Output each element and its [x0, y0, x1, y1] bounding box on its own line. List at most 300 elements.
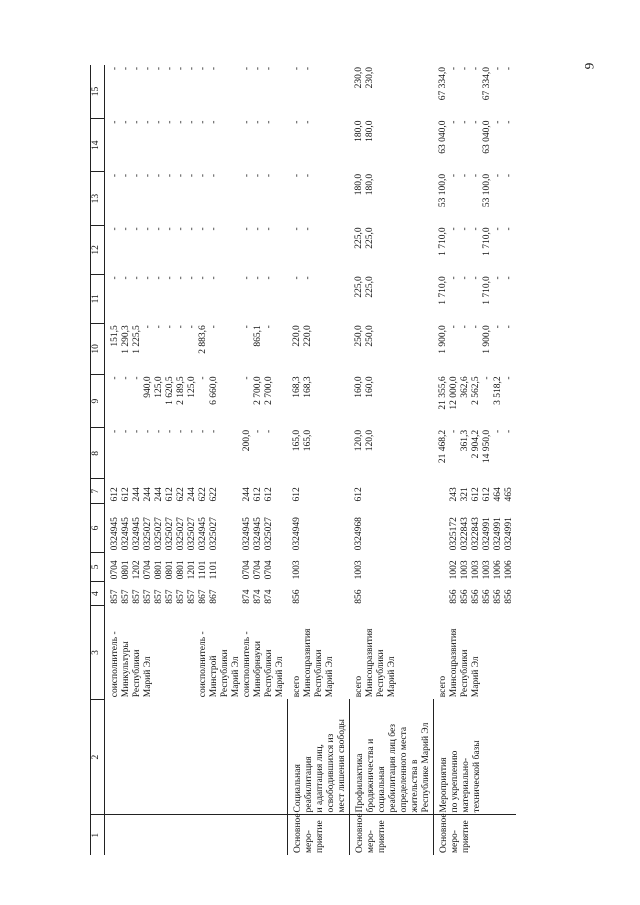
group-values — [292, 376, 336, 425]
table-cell-value: 612 — [165, 487, 175, 502]
table-cell-value: - — [504, 325, 514, 329]
table-cell-value: - — [209, 325, 219, 329]
table-cell-value: - — [303, 227, 313, 231]
table-cell-value: 0325027 — [187, 517, 197, 551]
value-column-cell — [287, 225, 349, 274]
group-values — [292, 583, 336, 603]
group-values — [438, 67, 515, 117]
group-values — [438, 227, 515, 272]
table-cell-value: - — [198, 227, 208, 231]
header-cell: 4 — [91, 581, 105, 605]
table-cell-value: - — [493, 67, 503, 71]
table-cell-value — [365, 554, 376, 579]
value-column-cell — [287, 119, 349, 172]
table-cell-value: - — [449, 325, 459, 329]
value-column-cell — [349, 581, 433, 605]
group-values — [110, 376, 198, 425]
table-cell-value: 612 — [471, 487, 481, 502]
table-cell-value: - — [449, 227, 459, 231]
event-name-cell: Мероприятия по укреплению материально- технической базы — [433, 699, 516, 815]
table-cell-value: - — [253, 227, 263, 231]
group-values — [292, 121, 336, 170]
table-cell-value: - — [264, 429, 274, 433]
section-row — [433, 65, 516, 855]
table-cell-value: 160,0 — [354, 376, 364, 398]
group-values — [438, 481, 515, 501]
group-values — [110, 583, 198, 603]
table-cell-value: 225,0 — [354, 227, 364, 249]
table-cell-value: - — [121, 429, 131, 433]
table-cell-value: - — [110, 227, 120, 231]
table-cell-value: - — [264, 173, 274, 178]
table-cell-value: 857 — [165, 589, 175, 604]
header-cell: 8 — [91, 428, 105, 479]
group-values — [198, 121, 242, 170]
table-cell-value: - — [198, 276, 208, 280]
table-cell-value: - — [121, 227, 131, 231]
table-cell-value: - — [449, 173, 459, 178]
group-values — [242, 121, 286, 170]
table-cell-value: 1 710,0 — [438, 227, 448, 256]
group-values — [198, 227, 242, 272]
value-column-cell — [287, 428, 349, 479]
table-body — [91, 65, 517, 855]
group-values — [438, 121, 515, 170]
group-values — [242, 554, 286, 579]
table-cell-value — [365, 583, 376, 603]
event-type-cell — [105, 815, 288, 855]
group-values — [242, 583, 286, 603]
value-column-cell — [105, 581, 288, 605]
table-cell-value: - — [209, 227, 219, 231]
value-column-cell — [433, 225, 516, 274]
table-cell-value: 1003 — [292, 560, 302, 580]
table-cell-value: 244 — [187, 487, 197, 502]
table-cell-value: 857 — [143, 589, 153, 604]
group-values — [292, 67, 336, 117]
group-values — [198, 174, 242, 223]
table-cell-value: - — [264, 67, 274, 71]
table-cell-value: 362,6 — [460, 376, 470, 398]
group-values — [354, 121, 398, 170]
group-values — [242, 376, 286, 425]
table-cell-value: 856 — [354, 589, 364, 604]
value-column-cell — [287, 479, 349, 503]
table-cell-value: - — [110, 429, 120, 433]
table-cell-value: - — [187, 325, 197, 329]
table-cell-value: - — [264, 276, 274, 280]
table-cell-value: 0324945 — [242, 517, 252, 551]
executor-text: соисполнитель - Минобрнауки Республики Марий Эл — [242, 631, 285, 698]
table-cell-value: 0324968 — [354, 517, 364, 551]
table-cell-value: - — [264, 227, 274, 231]
table-cell-value: - — [209, 173, 219, 178]
table-cell-value: - — [187, 429, 197, 433]
value-column-cell — [287, 274, 349, 323]
table-cell-value: 865,1 — [253, 325, 263, 347]
table-cell-value: 67 334,0 — [438, 67, 448, 101]
value-column-cell — [433, 479, 516, 503]
table-cell-value: - — [504, 120, 514, 124]
table-cell-value: 612 — [482, 487, 492, 502]
table-cell-value: - — [242, 276, 252, 280]
value-column-cell — [287, 65, 349, 119]
event-type-cell: Основное меро- приятие — [349, 815, 433, 855]
group-values — [242, 174, 286, 223]
table-cell-value: 1 900,0 — [482, 325, 492, 354]
table-cell-value: - — [303, 67, 313, 71]
table-cell-value: 1003 — [471, 560, 481, 580]
table-cell-value: 244 — [143, 487, 153, 502]
group-values — [110, 430, 198, 477]
table-cell-value: - — [504, 376, 514, 380]
table-cell-value: 1003 — [460, 560, 470, 580]
table-cell-value: 856 — [460, 589, 470, 604]
table-cell-value: - — [110, 376, 120, 380]
table-cell-value: 612 — [292, 487, 302, 502]
header-cell: 14 — [91, 119, 105, 172]
group-values — [242, 67, 286, 117]
group-values — [110, 325, 198, 372]
value-column-cell — [349, 323, 433, 374]
table-cell-value: - — [165, 276, 175, 280]
table-cell-value: 0704 — [253, 560, 263, 580]
table-cell-value: 857 — [132, 589, 142, 604]
table-cell-value: - — [242, 376, 252, 380]
table-cell-value: - — [154, 429, 164, 433]
table-cell-value: 225,0 — [365, 276, 375, 298]
table-cell-value: 0801 — [154, 560, 164, 580]
table-cell-value: - — [292, 276, 302, 280]
group-values — [292, 276, 336, 321]
value-column-cell — [105, 323, 288, 374]
executor-cell — [433, 606, 516, 699]
table-cell-value: - — [132, 227, 142, 231]
table-cell-value — [365, 481, 376, 501]
value-column-cell — [433, 503, 516, 552]
table-cell-value: - — [143, 173, 153, 178]
table-cell-value: - — [264, 120, 274, 124]
group-values — [438, 430, 515, 477]
table-cell-value: 244 — [242, 487, 252, 502]
table-cell-value: - — [482, 376, 492, 380]
table-cell-value: 612 — [121, 487, 131, 502]
table-cell-value: - — [471, 120, 481, 124]
value-column-cell — [433, 119, 516, 172]
group-values — [292, 227, 336, 272]
table-cell-value: - — [165, 325, 175, 329]
table-cell-value: 120,0 — [365, 429, 375, 452]
group-values — [354, 227, 398, 272]
group-values — [198, 481, 242, 501]
table-cell-value: - — [493, 173, 503, 178]
table-cell-value: 180,0 — [365, 173, 375, 196]
header-cell: 10 — [91, 323, 105, 374]
table-cell-value: 225,0 — [354, 276, 364, 298]
header-row — [91, 65, 105, 855]
executor-cell — [287, 606, 349, 699]
table-cell-value: 874 — [264, 589, 274, 604]
value-column-cell — [105, 428, 288, 479]
table-cell-value: 622 — [176, 487, 186, 502]
table-cell-value: 21 355,6 — [438, 376, 448, 410]
table-cell-value: - — [303, 173, 313, 178]
table-cell-value: 0324991 — [493, 517, 503, 551]
table-cell-value: 856 — [292, 589, 302, 604]
table-cell-value — [438, 505, 449, 550]
group-values — [438, 325, 515, 372]
table-cell-value: - — [471, 227, 481, 231]
table-cell-value: 0322843 — [471, 517, 481, 551]
table-cell-value: - — [198, 429, 208, 433]
value-column-cell — [349, 172, 433, 225]
table-cell-value: 53 100,0 — [482, 173, 492, 208]
table-cell-value: - — [121, 67, 131, 71]
table-cell-value: 856 — [471, 589, 481, 604]
table-cell-value: 857 — [110, 589, 120, 604]
table-cell-value: 1 710,0 — [482, 276, 492, 305]
table-cell-value: 0704 — [110, 560, 120, 580]
table-cell-value: 168,3 — [303, 376, 313, 398]
table-cell-value: 1002 — [449, 560, 459, 580]
table-cell-value: 856 — [482, 589, 492, 604]
table-cell-value: - — [143, 67, 153, 71]
table-cell-value: - — [460, 276, 470, 280]
table-cell-value: 160,0 — [365, 376, 375, 398]
table-cell-value: - — [209, 276, 219, 280]
group-values — [198, 325, 242, 372]
table-cell-value: - — [292, 227, 302, 231]
group-values — [110, 554, 198, 579]
table-cell-value: 0801 — [165, 560, 175, 580]
value-column-cell — [349, 225, 433, 274]
table-cell-value: 1 710,0 — [482, 227, 492, 256]
table-cell-value: 14 950,0 — [482, 429, 492, 464]
group-values — [354, 430, 398, 477]
table-cell-value: - — [121, 376, 131, 380]
table-cell-value — [365, 505, 376, 550]
table-cell-value: - — [176, 120, 186, 124]
table-cell-value: - — [143, 227, 153, 231]
table-cell-value: - — [154, 173, 164, 178]
table-cell-value: - — [165, 120, 175, 124]
table-cell-value: - — [176, 276, 186, 280]
table-cell-value: - — [187, 120, 197, 124]
group-values — [354, 174, 398, 223]
table-cell-value: 230,0 — [354, 67, 364, 89]
table-cell-value: - — [242, 173, 252, 178]
table-cell-value: 2 904,2 — [471, 429, 481, 459]
table-cell-value: 612 — [110, 487, 120, 502]
value-column-cell — [433, 374, 516, 427]
table-cell-value: 180,0 — [354, 173, 364, 196]
group-values — [198, 583, 242, 603]
table-cell-value: - — [471, 325, 481, 329]
table-cell-value: 0324991 — [482, 517, 492, 551]
table-cell-value: 1101 — [198, 560, 208, 580]
table-cell-value: - — [198, 67, 208, 71]
value-column-cell — [287, 552, 349, 581]
table-cell-value: 0324945 — [132, 517, 142, 551]
table-cell-value — [303, 554, 314, 579]
table-cell-value: - — [154, 227, 164, 231]
table-cell-value: 856 — [449, 589, 459, 604]
table-cell-value: 2 700,0 — [264, 376, 274, 405]
rotated-table-sheet — [90, 65, 520, 855]
table-cell-value: 67 334,0 — [482, 67, 492, 101]
table-cell-value: - — [292, 173, 302, 178]
value-column-cell — [105, 552, 288, 581]
table-cell-value: 180,0 — [365, 120, 375, 142]
group-values — [354, 376, 398, 425]
table-cell-value: - — [253, 120, 263, 124]
table-cell-value: - — [209, 120, 219, 124]
table-cell-value: - — [460, 325, 470, 329]
group-values — [198, 67, 242, 117]
table-cell-value: 2 189,5 — [176, 376, 186, 405]
group-values — [242, 325, 286, 372]
table-cell-value: - — [154, 325, 164, 329]
table-cell-value: - — [264, 325, 274, 329]
table-cell-value: 200,0 — [242, 429, 252, 452]
table-cell-value: 0325027 — [143, 517, 153, 551]
table-cell-value: 1 900,0 — [438, 325, 448, 354]
group-values — [110, 481, 198, 501]
table-cell-value: - — [110, 173, 120, 178]
group-values — [110, 227, 198, 272]
group-values — [354, 67, 398, 117]
table-cell-value: - — [292, 120, 302, 124]
table-cell-value: 612 — [264, 487, 274, 502]
table-cell-value: 0325027 — [264, 517, 274, 551]
event-type-cell: Основное меро- приятие — [433, 815, 516, 855]
table-cell-value: - — [209, 67, 219, 71]
table-cell-value: 361,3 — [460, 429, 470, 452]
group-values — [292, 174, 336, 223]
value-column-cell — [349, 65, 433, 119]
executor-text: всего Минсоцразвития Республики Марий Эл — [438, 628, 481, 698]
executor-text: всего Минсоцразвития Республики Марий Эл — [354, 628, 397, 698]
table-cell-value: - — [504, 429, 514, 433]
group-values — [110, 121, 198, 170]
table-cell-value: - — [493, 120, 503, 124]
header-cell: 2 — [91, 699, 105, 815]
table-cell-value: - — [460, 173, 470, 178]
group-values — [198, 376, 242, 425]
table-cell-value: - — [176, 173, 186, 178]
table-cell-value: 857 — [187, 589, 197, 604]
table-cell-value: 0704 — [242, 560, 252, 580]
value-column-cell — [433, 323, 516, 374]
table-cell-value: 1 710,0 — [438, 276, 448, 305]
table-cell-value: 857 — [176, 589, 186, 604]
page-number: 9 — [581, 62, 597, 70]
table-cell-value: - — [471, 67, 481, 71]
table-cell-value: 53 100,0 — [438, 173, 448, 208]
table-cell-value: - — [187, 67, 197, 71]
executor-text: соисполнитель - Минкультуры Республики Марий Эл — [110, 631, 153, 698]
group-values — [198, 554, 242, 579]
table-cell-value: 6 660,0 — [209, 376, 219, 405]
group-values — [292, 481, 336, 501]
table-cell-value: - — [493, 429, 503, 433]
table-cell-value: 244 — [154, 487, 164, 502]
table-cell-value: 464 — [493, 487, 503, 502]
value-column-cell — [349, 374, 433, 427]
table-cell-value: 2 883,6 — [198, 325, 208, 354]
table-cell-value: 321 — [460, 487, 470, 502]
table-cell-value: - — [493, 276, 503, 280]
header-cell: 3 — [91, 606, 105, 699]
table-cell-value: 867 — [198, 589, 208, 604]
table-cell-value: 874 — [253, 589, 263, 604]
table-cell-value: 3 518,2 — [493, 376, 503, 405]
table-cell-value: 21 468,2 — [438, 429, 448, 464]
table-cell-value: 220,0 — [303, 325, 313, 347]
group-values — [438, 276, 515, 321]
table-cell-value: - — [198, 173, 208, 178]
group-values — [110, 276, 198, 321]
table-cell-value: 125,0 — [154, 376, 164, 398]
table-cell-value: - — [504, 227, 514, 231]
group-values — [110, 67, 198, 117]
value-column-cell — [105, 374, 288, 427]
table-cell-value: - — [493, 325, 503, 329]
table-cell-value: - — [154, 67, 164, 71]
table-cell-value: 0324991 — [504, 517, 514, 551]
event-name-cell: Профилактика бродяжничества и социальная реабилитация лиц без определенного места жительства в Республике Марий Эл — [349, 699, 433, 815]
table-cell-value: - — [209, 429, 219, 433]
table-cell-value — [303, 583, 314, 603]
table-cell-value: - — [176, 67, 186, 71]
group-values — [292, 554, 336, 579]
group-values — [242, 227, 286, 272]
header-cell: 1 — [91, 815, 105, 855]
executor-cell — [105, 606, 288, 699]
table-cell-value: 151,5 — [110, 325, 120, 347]
table-cell-value: 244 — [132, 487, 142, 502]
group-values — [242, 430, 286, 477]
table-cell-value — [438, 583, 449, 603]
group-values — [438, 174, 515, 223]
value-column-cell — [105, 119, 288, 172]
table-cell-value: 2 562,5 — [471, 376, 481, 405]
table-cell-value: - — [253, 173, 263, 178]
table-cell-value: - — [471, 173, 481, 178]
table-cell-value: 0704 — [143, 560, 153, 580]
table-cell-value: 857 — [121, 589, 131, 604]
table-cell-value: 940,0 — [143, 376, 153, 398]
table-cell-value: - — [460, 227, 470, 231]
table-cell-value: - — [132, 276, 142, 280]
table-cell-value: 0801 — [121, 560, 131, 580]
group-values — [354, 505, 398, 550]
table-cell-value: 1003 — [482, 560, 492, 580]
executor-cell — [349, 606, 433, 699]
table-cell-value: 0704 — [264, 560, 274, 580]
table-cell-value: - — [187, 276, 197, 280]
table-cell-value: 0324945 — [198, 517, 208, 551]
table-cell-value: 1 290,3 — [121, 325, 131, 354]
value-column-cell — [105, 274, 288, 323]
table-cell-value: - — [132, 67, 142, 71]
table-cell-value: - — [504, 276, 514, 280]
table-cell-value: 250,0 — [365, 325, 375, 347]
table-cell-value: 12 000,0 — [449, 376, 459, 410]
table-cell-value — [438, 481, 449, 501]
table-cell-value: 856 — [504, 589, 514, 604]
table-cell-value: 856 — [493, 589, 503, 604]
